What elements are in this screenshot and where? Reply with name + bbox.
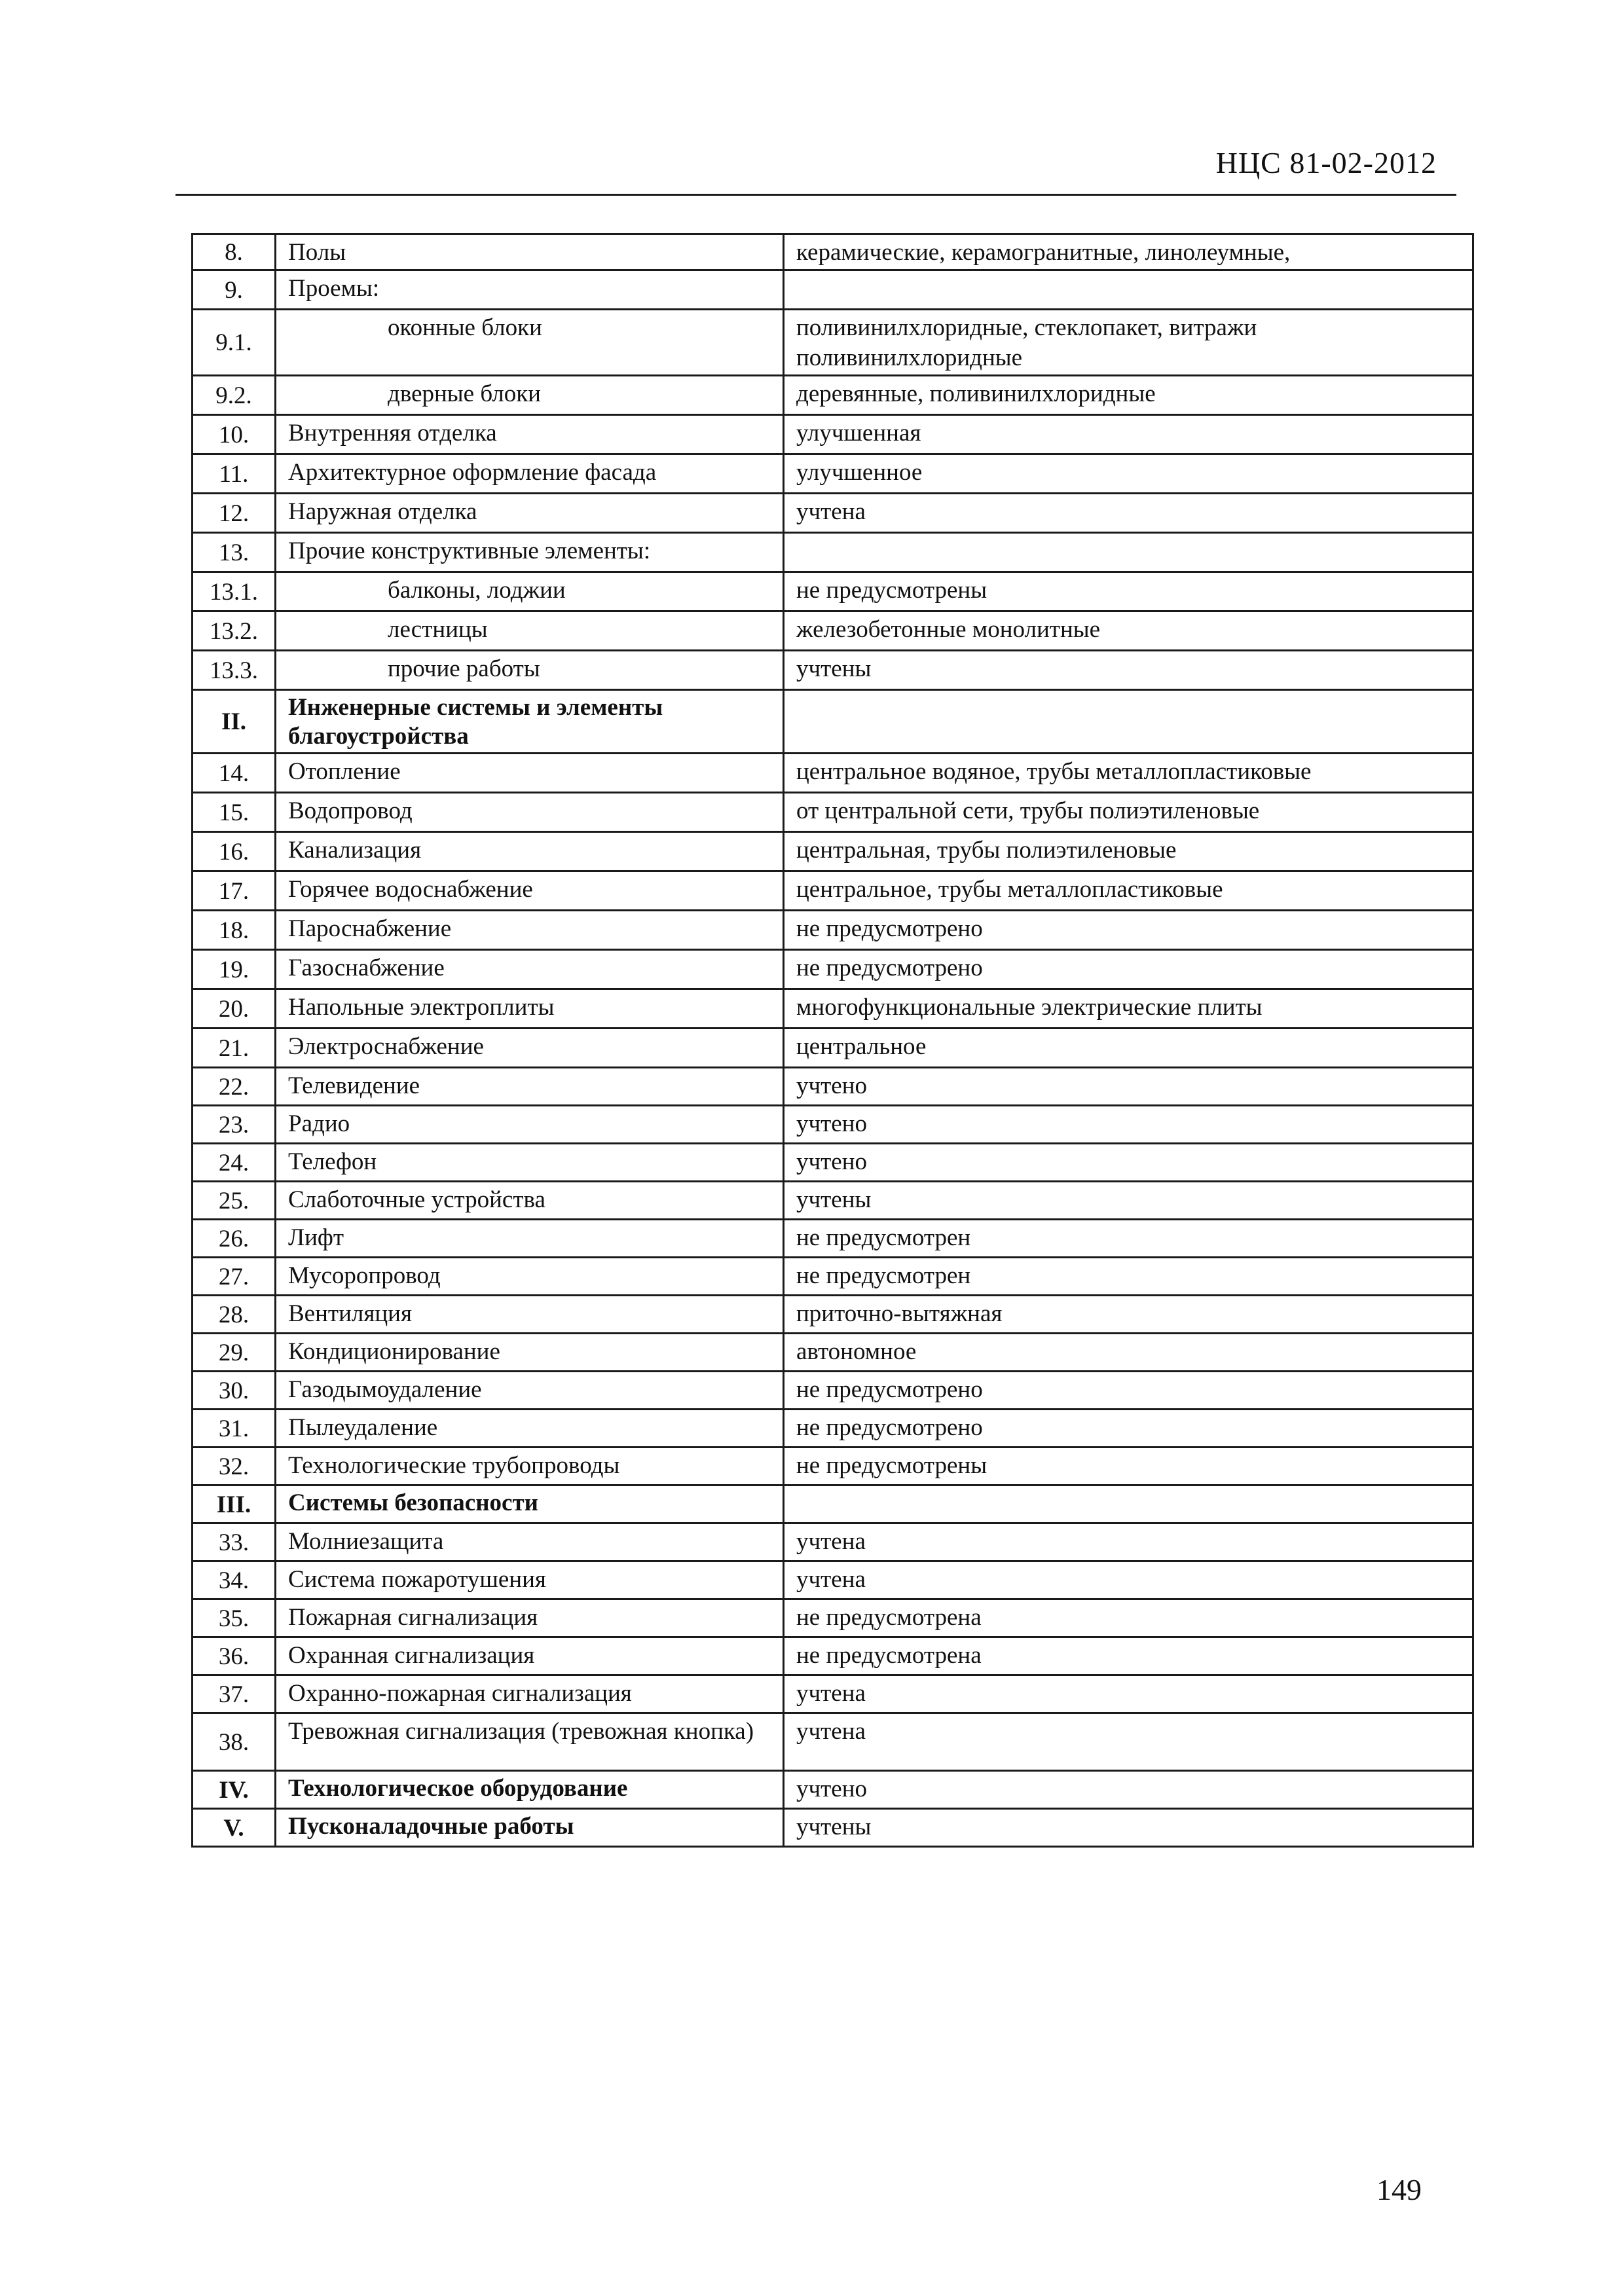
- row-name: балконы, лоджии: [276, 572, 784, 611]
- row-value: учтены: [784, 651, 1473, 690]
- row-value: керамические, керамогранитные, линолеумные,: [784, 234, 1473, 270]
- table-row: [193, 1182, 1473, 1220]
- table-row: [193, 911, 1473, 950]
- row-value: [784, 1485, 1473, 1523]
- row-value: от центральной сети, трубы полиэтиленовые: [784, 793, 1473, 832]
- row-number: 19.: [193, 950, 276, 989]
- row-name: Пароснабжение: [276, 911, 784, 950]
- row-value: не предусмотрены: [784, 572, 1473, 611]
- row-name: Кондиционирование: [276, 1334, 784, 1372]
- row-value: не предусмотрен: [784, 1258, 1473, 1296]
- row-value: улучшенное: [784, 454, 1473, 494]
- row-number: III.: [193, 1485, 276, 1523]
- row-value: учтена: [784, 1561, 1473, 1599]
- row-name: Горячее водоснабжение: [276, 871, 784, 911]
- table-row: [193, 454, 1473, 494]
- row-value: центральное водяное, трубы металлопластиковые: [784, 754, 1473, 793]
- table-row: [193, 1561, 1473, 1599]
- table-row: [193, 793, 1473, 832]
- table-row: [193, 1106, 1473, 1144]
- row-number: 34.: [193, 1561, 276, 1599]
- spec-table: [191, 233, 1474, 1848]
- row-value: деревянные, поливинилхлоридные: [784, 376, 1473, 415]
- row-name: Технологические трубопроводы: [276, 1448, 784, 1485]
- table-row: [193, 1410, 1473, 1448]
- row-name: Напольные электроплиты: [276, 989, 784, 1029]
- table-row: [193, 494, 1473, 533]
- row-number: 13.2.: [193, 611, 276, 651]
- row-number: 13.: [193, 533, 276, 572]
- row-value: не предусмотрено: [784, 950, 1473, 989]
- row-name: оконные блоки: [276, 310, 784, 376]
- row-number: 15.: [193, 793, 276, 832]
- row-name: Пожарная сигнализация: [276, 1599, 784, 1637]
- row-value: центральное: [784, 1029, 1473, 1068]
- row-name: Газодымоудаление: [276, 1372, 784, 1410]
- table-row: [193, 950, 1473, 989]
- row-name: Телевидение: [276, 1068, 784, 1106]
- row-number: V.: [193, 1809, 276, 1847]
- spec-table-body: [193, 234, 1473, 1847]
- row-value: приточно-вытяжная: [784, 1296, 1473, 1334]
- row-value: не предусмотрена: [784, 1637, 1473, 1675]
- table-row: [193, 1637, 1473, 1675]
- row-number: 20.: [193, 989, 276, 1029]
- row-number: 9.1.: [193, 310, 276, 376]
- row-name: Пылеудаление: [276, 1410, 784, 1448]
- table-row: [193, 989, 1473, 1029]
- row-number: 14.: [193, 754, 276, 793]
- table-row: [193, 1485, 1473, 1523]
- row-name: Вентиляция: [276, 1296, 784, 1334]
- table-row: [193, 1334, 1473, 1372]
- row-number: 36.: [193, 1637, 276, 1675]
- row-name: прочие работы: [276, 651, 784, 690]
- table-row: [193, 1675, 1473, 1713]
- row-number: 21.: [193, 1029, 276, 1068]
- table-row: [193, 1809, 1473, 1847]
- row-number: 13.1.: [193, 572, 276, 611]
- row-number: IV.: [193, 1771, 276, 1809]
- row-number: 33.: [193, 1523, 276, 1561]
- row-value: [784, 533, 1473, 572]
- row-number: 22.: [193, 1068, 276, 1106]
- table-row: [193, 1029, 1473, 1068]
- row-value: учтены: [784, 1809, 1473, 1847]
- row-number: 35.: [193, 1599, 276, 1637]
- row-name: дверные блоки: [276, 376, 784, 415]
- row-name: лестницы: [276, 611, 784, 651]
- table-row: [193, 1599, 1473, 1637]
- table-row: [193, 1220, 1473, 1258]
- row-name: Полы: [276, 234, 784, 270]
- row-value: не предусмотрено: [784, 911, 1473, 950]
- row-number: 18.: [193, 911, 276, 950]
- row-name: Канализация: [276, 832, 784, 871]
- row-name: Отопление: [276, 754, 784, 793]
- table-row: [193, 1713, 1473, 1771]
- table-row: [193, 1771, 1473, 1809]
- row-name: Наружная отделка: [276, 494, 784, 533]
- row-value: улучшенная: [784, 415, 1473, 454]
- row-number: 10.: [193, 415, 276, 454]
- row-number: 23.: [193, 1106, 276, 1144]
- row-name: Охранная сигнализация: [276, 1637, 784, 1675]
- table-row: [193, 376, 1473, 415]
- row-name: Телефон: [276, 1144, 784, 1182]
- table-row: [193, 690, 1473, 754]
- row-value: учтено: [784, 1771, 1473, 1809]
- row-value: железобетонные монолитные: [784, 611, 1473, 651]
- row-value: не предусмотрены: [784, 1448, 1473, 1485]
- row-number: 37.: [193, 1675, 276, 1713]
- table-row: [193, 572, 1473, 611]
- row-value: учтена: [784, 494, 1473, 533]
- row-name: Архитектурное оформление фасада: [276, 454, 784, 494]
- row-number: II.: [193, 690, 276, 754]
- table-row: [193, 310, 1473, 376]
- row-number: 17.: [193, 871, 276, 911]
- row-value: автономное: [784, 1334, 1473, 1372]
- row-name: Тревожная сигнализация (тревожная кнопка): [276, 1713, 784, 1771]
- row-value: учтена: [784, 1675, 1473, 1713]
- row-value: учтена: [784, 1713, 1473, 1771]
- table-row: [193, 832, 1473, 871]
- row-number: 31.: [193, 1410, 276, 1448]
- table-row: [193, 1372, 1473, 1410]
- row-name: Технологическое оборудование: [276, 1771, 784, 1809]
- table-row: [193, 1068, 1473, 1106]
- row-number: 38.: [193, 1713, 276, 1771]
- row-value: не предусмотрен: [784, 1220, 1473, 1258]
- row-name: Мусоропровод: [276, 1258, 784, 1296]
- row-name: Молниезащита: [276, 1523, 784, 1561]
- row-number: 25.: [193, 1182, 276, 1220]
- row-name: Проемы:: [276, 270, 784, 310]
- row-value: [784, 270, 1473, 310]
- row-value: не предусмотрено: [784, 1372, 1473, 1410]
- row-number: 12.: [193, 494, 276, 533]
- row-number: 24.: [193, 1144, 276, 1182]
- row-number: 13.3.: [193, 651, 276, 690]
- row-number: 30.: [193, 1372, 276, 1410]
- row-name: Водопровод: [276, 793, 784, 832]
- row-name: Системы безопасности: [276, 1485, 784, 1523]
- row-value: многофункциональные электрические плиты: [784, 989, 1473, 1029]
- row-number: 27.: [193, 1258, 276, 1296]
- row-value: не предусмотрена: [784, 1599, 1473, 1637]
- row-name: Слаботочные устройства: [276, 1182, 784, 1220]
- row-value: центральное, трубы металлопластиковые: [784, 871, 1473, 911]
- page-number: 149: [1376, 2173, 1422, 2206]
- header-divider: [175, 194, 1456, 196]
- row-number: 26.: [193, 1220, 276, 1258]
- row-value: учтены: [784, 1182, 1473, 1220]
- table-row: [193, 1144, 1473, 1182]
- row-number: 16.: [193, 832, 276, 871]
- row-number: 9.2.: [193, 376, 276, 415]
- row-name: Прочие конструктивные элементы:: [276, 533, 784, 572]
- row-name: Газоснабжение: [276, 950, 784, 989]
- row-number: 8.: [193, 234, 276, 270]
- row-value: учтено: [784, 1106, 1473, 1144]
- table-row: [193, 1448, 1473, 1485]
- document-code: НЦС 81-02-2012: [1215, 146, 1437, 179]
- table-row: [193, 1523, 1473, 1561]
- table-row: [193, 611, 1473, 651]
- row-name: Система пожаротушения: [276, 1561, 784, 1599]
- row-number: 9.: [193, 270, 276, 310]
- row-number: 29.: [193, 1334, 276, 1372]
- table-row: [193, 234, 1473, 270]
- row-number: 11.: [193, 454, 276, 494]
- table-row: [193, 533, 1473, 572]
- row-value: учтено: [784, 1068, 1473, 1106]
- row-name: Электроснабжение: [276, 1029, 784, 1068]
- table-row: [193, 651, 1473, 690]
- row-value: учтена: [784, 1523, 1473, 1561]
- row-name: Радио: [276, 1106, 784, 1144]
- row-value: [784, 690, 1473, 754]
- row-value: поливинилхлоридные, стеклопакет, витражи поливинилхлоридные: [784, 310, 1473, 376]
- row-value: учтено: [784, 1144, 1473, 1182]
- row-name: Пусконаладочные работы: [276, 1809, 784, 1847]
- table-row: [193, 1296, 1473, 1334]
- row-name: Лифт: [276, 1220, 784, 1258]
- row-value: центральная, трубы полиэтиленовые: [784, 832, 1473, 871]
- row-name: Внутренняя отделка: [276, 415, 784, 454]
- table-row: [193, 871, 1473, 911]
- table-row: [193, 270, 1473, 310]
- row-number: 28.: [193, 1296, 276, 1334]
- row-value: не предусмотрено: [784, 1410, 1473, 1448]
- row-name: Инженерные системы и элементы благоустройства: [276, 690, 784, 754]
- row-name: Охранно-пожарная сигнализация: [276, 1675, 784, 1713]
- row-number: 32.: [193, 1448, 276, 1485]
- table-row: [193, 415, 1473, 454]
- table-row: [193, 1258, 1473, 1296]
- table-row: [193, 754, 1473, 793]
